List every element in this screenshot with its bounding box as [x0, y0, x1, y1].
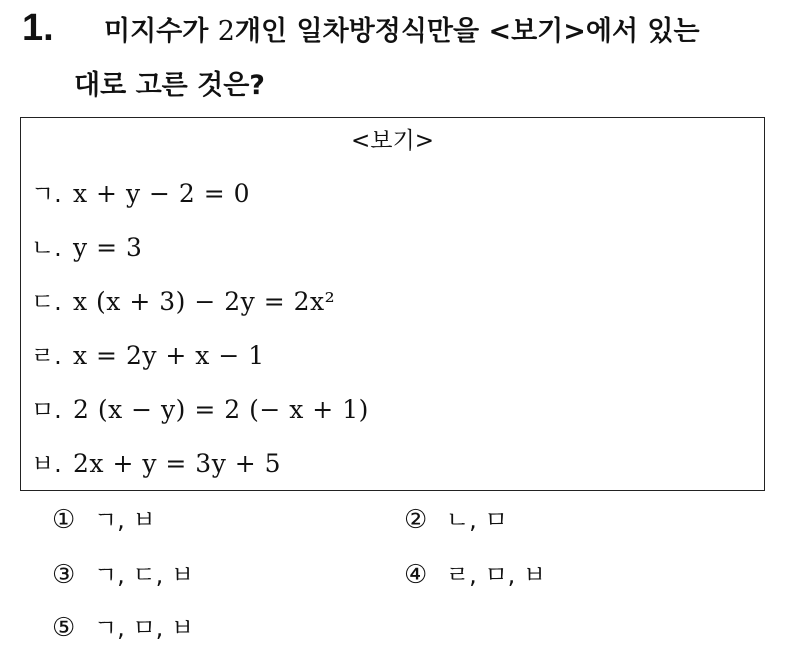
answer-choice-2[interactable]	[404, 500, 508, 540]
choice-marker: ④	[404, 560, 428, 590]
choice-marker: ⑤	[52, 613, 76, 643]
choice-marker: ①	[52, 505, 76, 535]
question-text-line-1	[104, 12, 700, 52]
choice-text: ㄱ, ㄷ, ㅂ	[94, 561, 195, 589]
choice-text: ㄹ, ㅁ, ㅂ	[446, 561, 547, 589]
example-item	[31, 174, 250, 214]
example-item-label: ㅁ.	[31, 396, 62, 424]
choice-text: ㄱ, ㅂ	[94, 506, 156, 534]
example-item-expression: y = 3	[73, 233, 143, 262]
example-box-title: <보기>	[351, 128, 434, 154]
example-item-label: ㄱ.	[31, 180, 62, 208]
answer-choice-1[interactable]	[52, 500, 156, 540]
example-item-expression: x = 2y + x − 1	[73, 341, 265, 370]
example-item	[31, 228, 142, 268]
choice-marker: ②	[404, 505, 428, 535]
question-text-part: 개인 일차방정식만을 <보기>에서 있는	[234, 16, 700, 47]
example-item	[31, 282, 335, 322]
answer-choice-5[interactable]	[52, 608, 194, 648]
example-item	[31, 390, 369, 430]
example-item-label: ㄹ.	[31, 342, 62, 370]
example-item-label: ㅂ.	[31, 450, 62, 478]
choice-text: ㄱ, ㅁ, ㅂ	[94, 614, 195, 642]
question-number: 1.	[22, 7, 54, 49]
example-box	[20, 117, 765, 491]
choice-text: ㄴ, ㅁ	[446, 506, 508, 534]
answer-choice-3[interactable]	[52, 555, 194, 595]
example-item-expression: 2x + y = 3y + 5	[73, 449, 282, 478]
choice-marker: ③	[52, 560, 76, 590]
question-text-part: 미지수가	[104, 16, 218, 47]
question-text-line-2: 대로 고른 것은?	[74, 70, 265, 101]
example-item-expression: x (x + 3) − 2y = 2x²	[73, 287, 336, 316]
example-item-label: ㄴ.	[31, 234, 62, 262]
example-item-label: ㄷ.	[31, 288, 62, 316]
example-item	[31, 444, 281, 484]
example-item-expression: 2 (x − y) = 2 (− x + 1)	[73, 395, 369, 424]
example-item-expression: x + y − 2 = 0	[73, 179, 251, 208]
example-item	[31, 336, 265, 376]
question-text-number: 2	[217, 16, 235, 47]
answer-choice-4[interactable]	[404, 555, 546, 595]
